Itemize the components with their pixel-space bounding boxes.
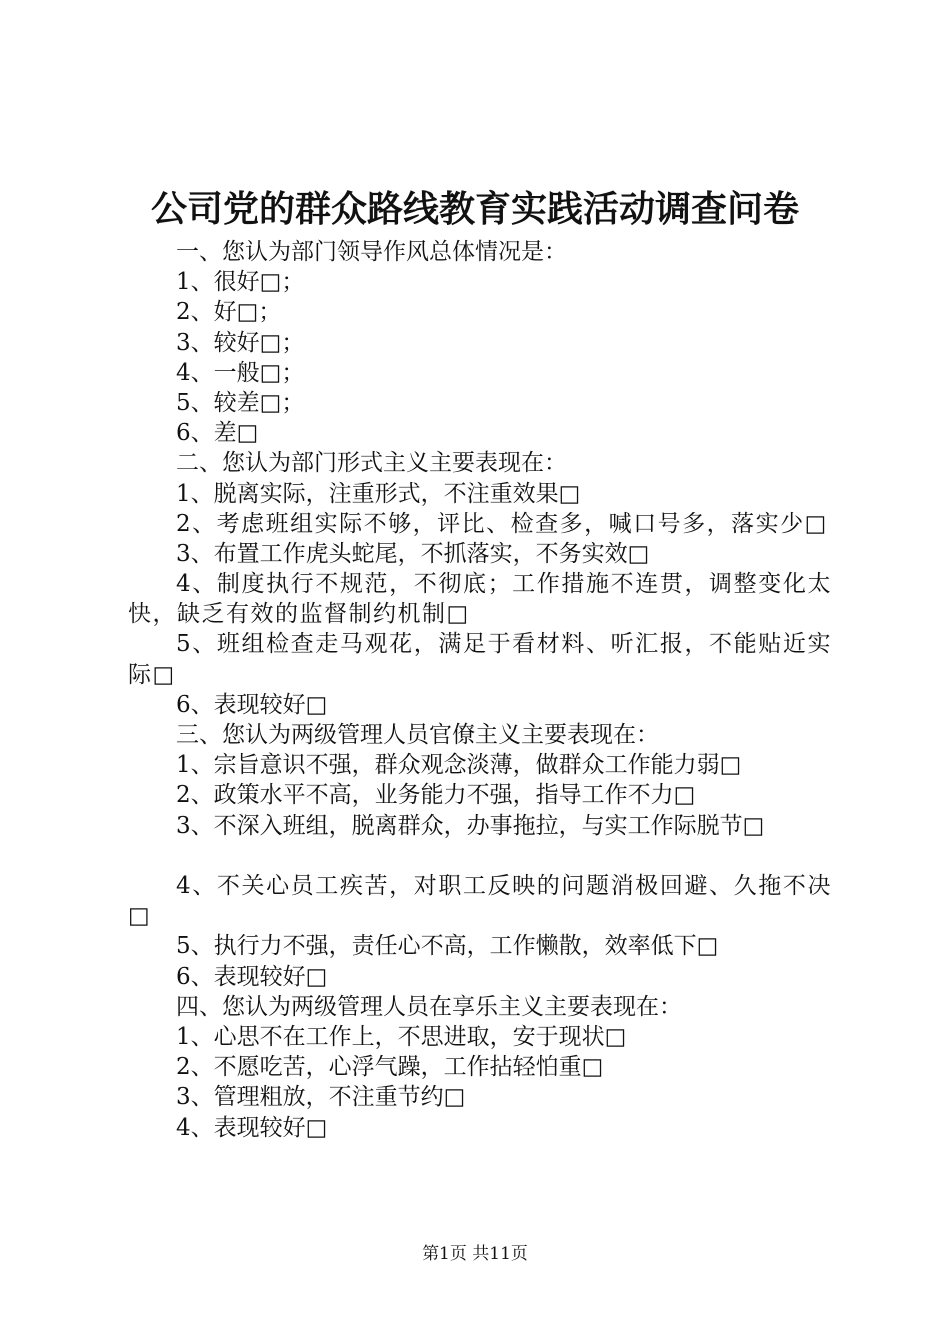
section-1-option-4: 4、一般□； (176, 359, 305, 386)
section-1-option-1: 1、很好□； (176, 269, 305, 296)
section-4-option-1: 1、心思不在工作上，不思进取，安于现状□ (176, 1023, 627, 1050)
section-2-option-2: 2、考虑班组实际不够，评比、检查多，喊口号多，落实少□ (176, 510, 828, 537)
section-2-option-6: 6、表现较好□ (176, 691, 328, 718)
document-title: 公司党的群众路线教育实践活动调查问卷 (150, 188, 799, 230)
section-4-option-2: 2、不愿吃苦，心浮气躁，工作拈轻怕重□ (176, 1054, 604, 1081)
section-3-option-1: 1、宗旨意识不强，群众观念淡薄，做群众工作能力弱□ (176, 752, 742, 779)
section-2-option-1: 1、脱离实际，注重形式，不注重效果□ (176, 480, 581, 507)
section-3-option-5: 5、执行力不强，责任心不高，工作懒散，效率低下□ (176, 933, 719, 960)
section-3-option-6: 6、表现较好□ (176, 963, 328, 990)
page-footer: 第1页 共11页 (422, 1244, 528, 1264)
section-2-option-5: 5、班组检查走马观花，满足于看材料、听汇报，不能贴近实际□ (128, 631, 832, 688)
section-2-option-4: 4、制度执行不规范，不彻底；工作措施不连贯，调整变化太快，缺乏有效的监督制约机制□ (128, 571, 832, 628)
section-1-heading: 一、您认为部门领导作风总体情况是： (176, 239, 567, 265)
section-2-option-3: 3、布置工作虎头蛇尾，不抓落实，不务实效□ (176, 540, 650, 567)
section-3-option-4: 4、不关心员工疾苦，对职工反映的问题消极回避、久拖不决□ (128, 873, 832, 930)
section-4-heading: 四、您认为两级管理人员在享乐主义主要表现在： (176, 993, 682, 1020)
section-1-option-6: 6、差□ (176, 420, 259, 447)
section-3-option-3: 3、不深入班组，脱离群众，办事拖拉，与实工作际脱节□ (176, 812, 765, 839)
section-1-option-2: 2、好□； (176, 299, 282, 326)
section-4-option-4: 4、表现较好□ (176, 1114, 328, 1141)
blank-line (128, 841, 832, 871)
section-1-option-3: 3、较好□； (176, 329, 305, 356)
questionnaire-body (128, 237, 832, 1143)
section-4-option-3: 3、管理粗放，不注重节约□ (176, 1084, 466, 1111)
section-1-option-5: 5、较差□； (176, 389, 305, 416)
section-3-option-2: 2、政策水平不高，业务能力不强，指导工作不力□ (176, 782, 696, 809)
section-3-heading: 三、您认为两级管理人员官僚主义主要表现在： (176, 722, 659, 749)
section-2-heading: 二、您认为部门形式主义主要表现在： (176, 450, 567, 477)
